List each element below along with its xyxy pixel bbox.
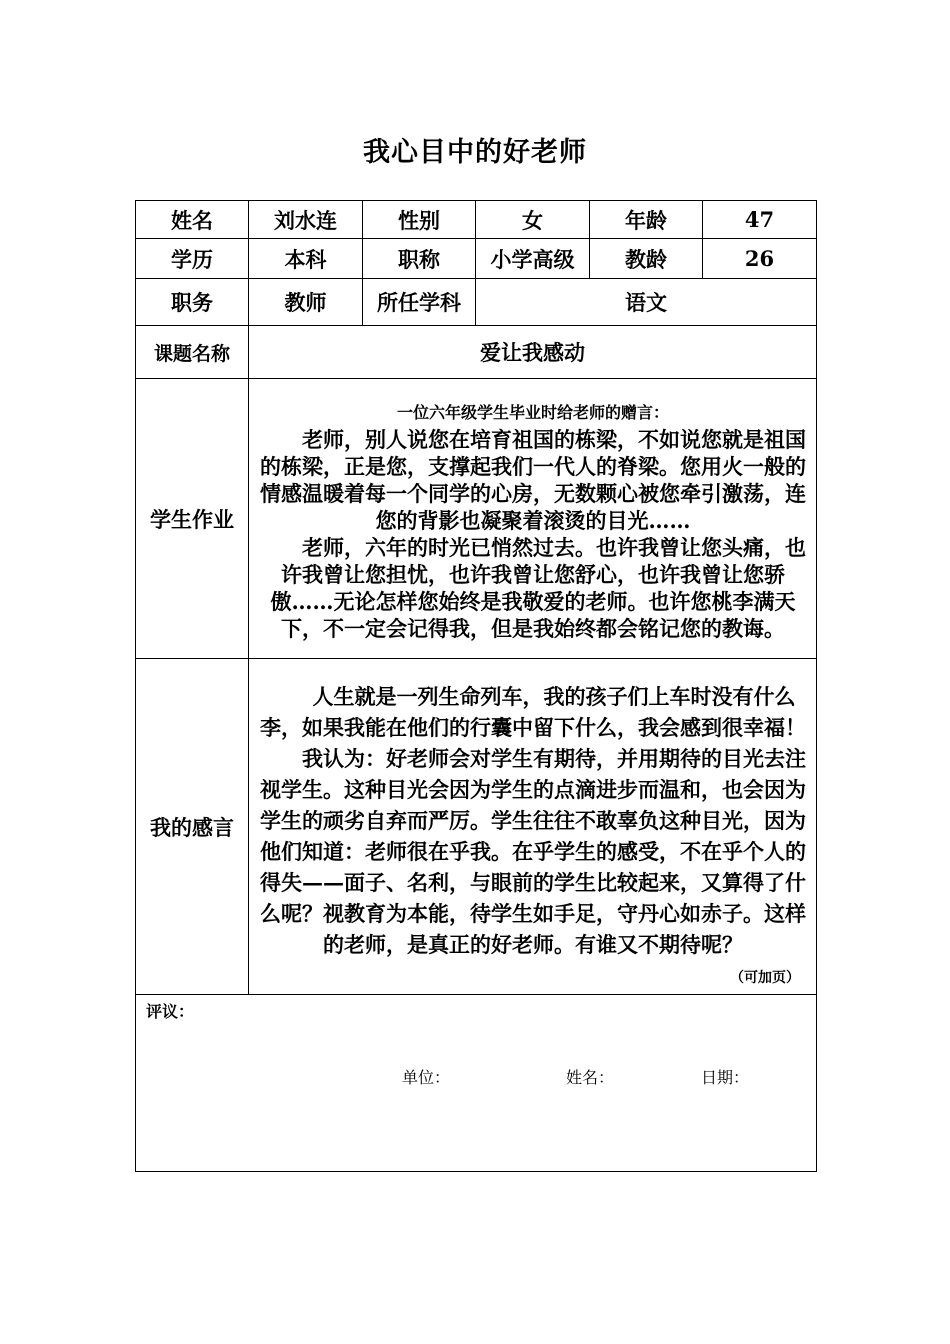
page-title: 我心目中的好老师 xyxy=(363,137,587,168)
topic-label: 课题名称 xyxy=(136,326,249,379)
teaching-years-value: 26 xyxy=(703,239,817,279)
add-page-note: （可加页） xyxy=(730,970,800,986)
comment-label: 评议： xyxy=(146,1002,195,1021)
comment-section xyxy=(136,995,817,1172)
feelings-content xyxy=(249,659,817,995)
teaching-years-label: 教龄 xyxy=(590,239,703,279)
gender-value: 女 xyxy=(476,201,590,239)
teacher-form-table xyxy=(135,200,817,1172)
date-label: 日期： xyxy=(701,1068,750,1087)
age-value: 47 xyxy=(703,201,817,239)
rank-label: 职称 xyxy=(363,239,476,279)
feelings-paragraph-1: 人生就是一列生命列车，我的孩子们上车时没有什么李，如果我能在他们的行囊中留下什么，我会感到很幸福！ xyxy=(260,684,806,740)
education-value: 本科 xyxy=(249,239,363,279)
topic-value: 爱让我感动 xyxy=(249,326,817,379)
subject-value: 语文 xyxy=(476,279,817,326)
homework-paragraph-2: 老师，六年的时光已悄然过去。也许我曾让您头痛，也许我曾让您担忧，也许我曾让您舒心，也许我曾让您骄傲……无论怎样您始终是我敬爱的老师。也许您桃李满天下，不一定会记得我，但是我始终都会铭记您的教诲。 xyxy=(270,534,806,641)
feelings-label: 我的感言 xyxy=(136,659,249,995)
education-label: 学历 xyxy=(136,239,249,279)
unit-label: 单位： xyxy=(402,1068,451,1087)
homework-content xyxy=(249,379,817,659)
rank-value: 小学高级 xyxy=(476,239,590,279)
subject-label: 所任学科 xyxy=(363,279,476,326)
feelings-paragraph-2: 我认为：好老师会对学生有期待，并用期待的目光去注视学生。这种目光会因为学生的点滴进步而温和，也会因为学生的顽劣自弃而严厉。学生往往不敢辜负这种目光，因为他们知道：老师很在乎我。在乎学生的感受，不在乎个人的得失——面子、名利，与眼前的学生比较起来，又算得了什么呢？视教育为本能，待学生如手足，守丹心如赤子。这样的老师，是真正的好老师。有谁又不期待呢？ xyxy=(260,746,806,957)
gender-label: 性别 xyxy=(363,201,476,239)
name-label: 姓名 xyxy=(136,201,249,239)
age-label: 年龄 xyxy=(590,201,703,239)
homework-heading: 一位六年级学生毕业时给老师的赠言： xyxy=(396,402,669,422)
name-value: 刘水连 xyxy=(249,201,363,239)
position-value: 教师 xyxy=(249,279,363,326)
position-label: 职务 xyxy=(136,279,249,326)
homework-paragraph-1: 老师，别人说您在培育祖国的栋梁，不如说您就是祖国的栋梁，正是您，支撑起我们一代人的脊梁。您用火一般的情感温暖着每一个同学的心房，无数颗心被您牵引激荡，连您的背影也凝聚着滚烫的目光…… xyxy=(260,426,806,533)
signer-name-label: 姓名： xyxy=(566,1068,615,1087)
homework-label: 学生作业 xyxy=(136,379,249,659)
